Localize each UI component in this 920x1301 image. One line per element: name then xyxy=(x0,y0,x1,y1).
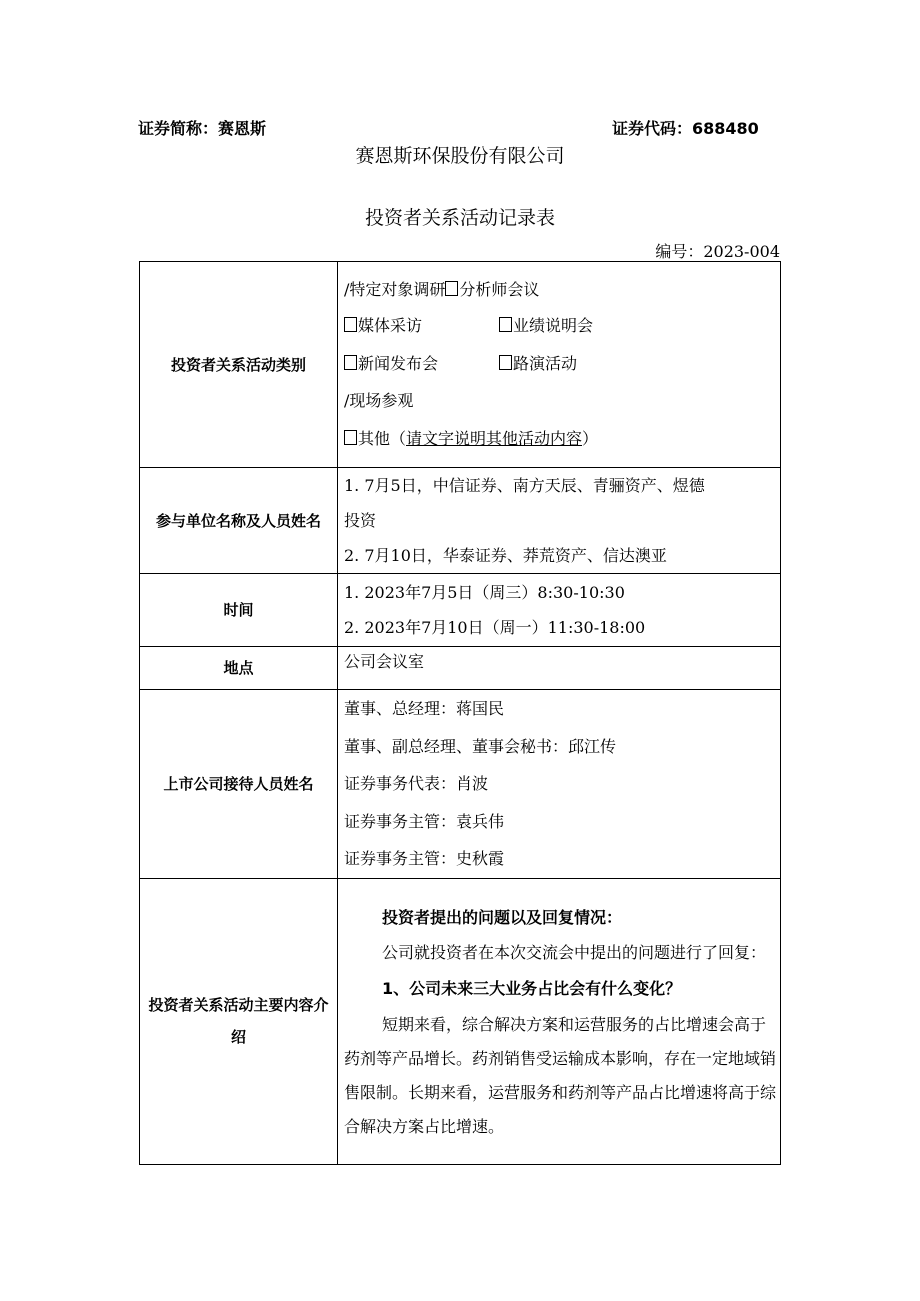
row-time xyxy=(140,574,781,647)
checkbox-roadshow[interactable] xyxy=(499,355,512,370)
participants-value xyxy=(338,468,781,574)
reception-person-5: 证券事务主管：史秋霞 xyxy=(344,849,505,868)
label-reception-staff: 上市公司接待人员姓名 xyxy=(140,690,338,879)
company-name: 赛恩斯环保股份有限公司 xyxy=(355,145,565,167)
row-activity-category xyxy=(140,262,781,468)
category-line-5 xyxy=(344,420,777,458)
activity-category-options xyxy=(338,262,781,468)
reception-person-1: 董事、总经理：蒋国民 xyxy=(344,699,505,718)
reception-person-4: 证券事务主管：袁兵伟 xyxy=(344,811,505,831)
participants-line-2: 2. 7月10日，华泰证券、莽荒资产、信达澳亚 xyxy=(344,546,667,565)
label-main-content: 投资者关系活动主要内容介绍 xyxy=(140,878,338,1164)
row-participants xyxy=(140,468,781,574)
label-location: 地点 xyxy=(140,647,338,690)
participants-line-1-cont: 投资 xyxy=(344,511,377,530)
category-line-4 xyxy=(344,382,777,420)
answer-1: 短期来看，综合解决方案和运营服务的占比增速会高于药剂等产品增长。药剂销售受运输成本影响，存在一定地域销售限制。长期来看，运营服务和药剂等产品占比增速将高于综合解决方案占比增速。 xyxy=(344,1014,777,1136)
option-specific-research: /特定对象调研 xyxy=(344,280,446,299)
label-participants: 参与单位名称及人员姓名 xyxy=(140,468,338,574)
checkbox-analyst-meeting[interactable] xyxy=(445,281,458,296)
option-press-conference: 新闻发布会 xyxy=(358,353,439,373)
main-content-value xyxy=(338,878,781,1164)
location-value xyxy=(338,647,781,690)
label-activity-category: 投资者关系活动类别 xyxy=(140,262,338,468)
category-line-1 xyxy=(344,272,777,307)
time-line-1: 1. 2023年7月5日（周三）8:30-10:30 xyxy=(344,583,625,602)
participants-line-1: 1. 7月5日，中信证券、南方天辰、青骊资产、煜德 xyxy=(344,476,705,495)
option-other-prefix: 其他（ xyxy=(358,428,407,448)
row-main-content xyxy=(140,878,781,1164)
option-roadshow: 路演活动 xyxy=(513,353,578,373)
option-media-interview: 媒体采访 xyxy=(358,316,423,335)
serial-number: 编号：2023-004 xyxy=(655,242,780,261)
option-site-visit: /现场参观 xyxy=(344,391,414,410)
activity-record-table xyxy=(139,261,781,1165)
row-location xyxy=(140,647,781,690)
reception-person-2: 董事、副总经理、董事会秘书：邱江传 xyxy=(344,736,617,756)
security-short-name: 证券简称：赛恩斯 xyxy=(138,119,267,138)
label-time: 时间 xyxy=(140,574,338,647)
category-line-2 xyxy=(344,307,777,345)
reception-person-3: 证券事务代表：肖波 xyxy=(344,774,489,793)
option-other-note: 请文字说明其他活动内容 xyxy=(406,428,583,448)
option-analyst-meeting: 分析师会议 xyxy=(459,280,540,299)
qa-intro: 公司就投资者在本次交流会中提出的问题进行了回复： xyxy=(382,943,767,962)
checkbox-media-interview[interactable] xyxy=(344,317,357,332)
category-line-3 xyxy=(344,345,777,383)
security-code: 证券代码：688480 xyxy=(612,119,759,138)
checkbox-results-briefing[interactable] xyxy=(499,317,512,332)
form-title: 投资者关系活动记录表 xyxy=(364,207,555,229)
checkbox-other[interactable] xyxy=(344,430,357,445)
option-results-briefing: 业绩说明会 xyxy=(513,316,594,335)
qa-heading: 投资者提出的问题以及回复情况： xyxy=(382,907,623,927)
checkbox-press-conference[interactable] xyxy=(344,355,357,370)
row-reception-staff xyxy=(140,690,781,879)
time-line-2: 2. 2023年7月10日（周一）11:30-18:00 xyxy=(344,618,646,637)
time-value xyxy=(338,574,781,647)
location-text: 公司会议室 xyxy=(344,652,425,671)
question-1: 1、公司未来三大业务占比会有什么变化？ xyxy=(382,979,682,998)
option-other-suffix: ） xyxy=(582,428,599,448)
reception-staff-value xyxy=(338,690,781,879)
